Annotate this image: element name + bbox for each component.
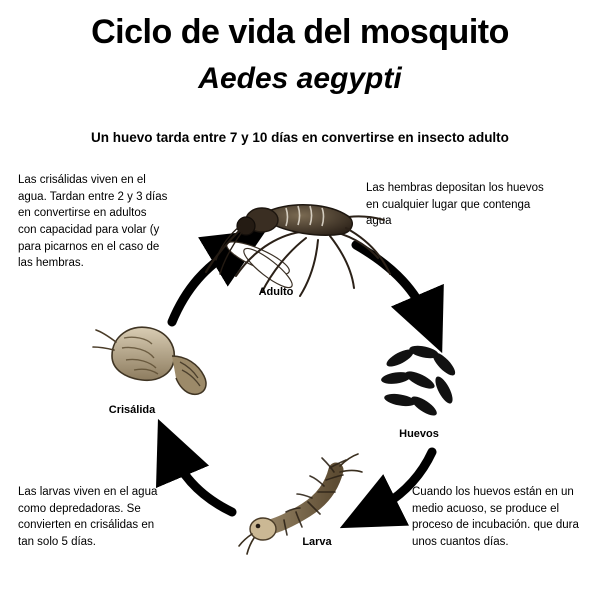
stage-label-crisalida: Crisálida [108, 404, 156, 416]
page-title: Ciclo de vida del mosquito [91, 13, 509, 51]
note-huevos: Las hembras depositan los huevos en cualquier lugar que contenga agua [366, 182, 544, 228]
note-crisalida: Las crisálidas viven en el agua. Tardan entre 2 y 3 días en convertirse en adultos con capacidad para volar (y para picarnos en el caso de las hembras. [18, 174, 168, 270]
pupa-illustration [93, 327, 206, 394]
cycle-arrow-larva-to-crisalida [172, 452, 232, 512]
stage-label-huevos: Huevos [399, 428, 439, 440]
note-incubacion: Cuando los huevos están en un medio acuoso, se produce el proceso de incubación. que dura unos cuantos días. [412, 486, 579, 549]
cycle-arrow-huevos-to-larva [372, 452, 432, 512]
species-title: Aedes aegypti [198, 62, 402, 95]
stage-label-larva: Larva [302, 536, 332, 548]
subtitle: Un huevo tarda entre 7 y 10 días en convertirse en insecto adulto [91, 130, 509, 145]
eggs-illustration [380, 344, 458, 419]
stage-label-adulto: Adulto [258, 286, 294, 298]
note-larva: Las larvas viven en el agua como depredadoras. Se convierten en crisálidas en tan solo 5 días. [18, 486, 158, 549]
cycle-arrow-adulto-to-huevos [356, 245, 428, 320]
